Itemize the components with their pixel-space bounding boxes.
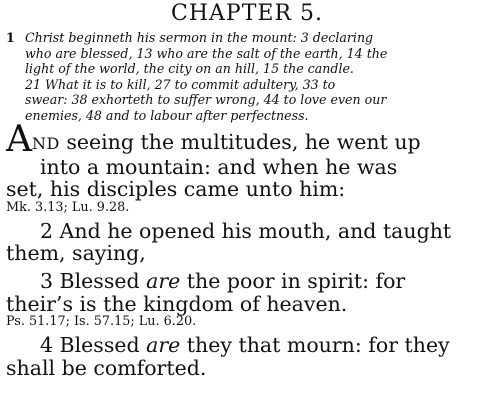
verse-line: set, his disciples came unto him: (6, 177, 346, 202)
italic-word: are (146, 333, 181, 358)
verse-2 (6, 220, 488, 265)
verse-line (6, 334, 488, 357)
chapter-text (6, 119, 488, 380)
verse-text: they that mourn: for they (180, 333, 450, 358)
verse-3 (6, 270, 488, 329)
summary-line: Christ beginneth his sermon in the mount: 3 declaring (25, 30, 374, 45)
cross-reference: Mk. 3.13; Lu. 9.28. (6, 199, 130, 215)
cross-reference: Ps. 51.17; Is. 57.15; Lu. 6.20. (6, 314, 197, 330)
verse-line (6, 119, 488, 160)
verse-line (6, 270, 488, 293)
verse-line: into a mountain: and when he was (40, 154, 398, 179)
summary-line: who are blessed, 13 who are the salt of the earth, 14 the (25, 45, 388, 61)
verse-text: seeing the multitudes, he went up (59, 130, 421, 154)
summary-line: 21 What it is to kill, 27 to commit adultery, 33 to (25, 76, 336, 92)
verse-text: the poor in spirit: for (180, 268, 406, 293)
italic-word: are (146, 268, 181, 293)
chapter-heading: CHAPTER 5. (171, 1, 323, 26)
verse-line: shall be comforted. (6, 355, 207, 380)
verse-text: 3 Blessed (40, 268, 147, 293)
chapter-summary (6, 30, 486, 123)
summary-verse-number: 1 (6, 30, 15, 45)
drop-cap: A (6, 119, 32, 160)
verse-line: 2 And he opened his mouth, and taught (40, 218, 452, 243)
summary-first-line (6, 30, 486, 46)
verse-text: 4 Blessed (40, 333, 147, 358)
verse-1 (6, 119, 488, 215)
summary-line: swear: 38 exhorteth to suffer wrong, 44 to love even our (25, 92, 387, 107)
verse-4 (6, 334, 488, 379)
small-caps: ND (32, 134, 60, 153)
verse-line: their’s is the kingdom of heaven. (6, 291, 348, 316)
summary-line: enemies, 48 and to labour after perfectness. (25, 107, 309, 123)
summary-line: light of the world, the city on an hill, 15 the candle. (25, 61, 354, 76)
verse-line: them, saying, (6, 241, 146, 266)
